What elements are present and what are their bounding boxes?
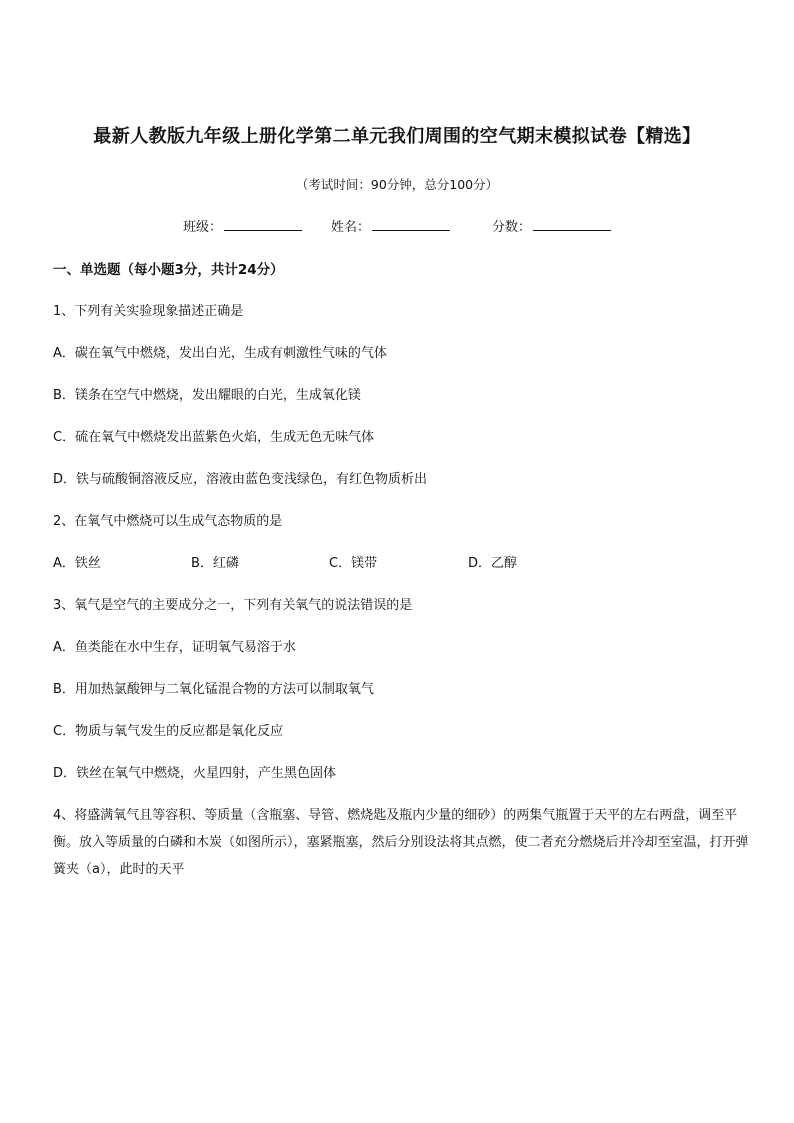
name-field bbox=[331, 216, 450, 235]
question-stem: 1、下列有关实验现象描述正确是 bbox=[53, 304, 244, 319]
class-label: 班级： bbox=[183, 220, 223, 235]
answer-option: C．硫在氧气中燃烧发出蓝紫色火焰，生成无色无味气体 bbox=[53, 430, 375, 445]
answer-option: A．碳在氧气中燃烧，发出白光，生成有刺激性气味的气体 bbox=[53, 346, 387, 361]
exam-title: 最新人教版九年级上册化学第二单元我们周围的空气期末模拟试卷【精选】 bbox=[93, 126, 701, 147]
answer-option: A．鱼类能在水中生存，证明氧气易溶于水 bbox=[53, 640, 296, 655]
answer-option: C．镁带 bbox=[329, 556, 378, 571]
answer-option: D．铁丝在氧气中燃烧，火星四射，产生黑色固体 bbox=[53, 766, 337, 781]
question-stem: 3、氧气是空气的主要成分之一，下列有关氧气的说法错误的是 bbox=[53, 598, 413, 613]
score-field bbox=[492, 216, 611, 235]
answer-option: D．铁与硫酸铜溶液反应，溶液由蓝色变浅绿色，有红色物质析出 bbox=[53, 472, 428, 487]
answer-option: A．铁丝 bbox=[53, 556, 101, 571]
question-stem: 4、将盛满氧气且等容积、等质量（含瓶塞、导管、燃烧匙及瓶内少量的细砂）的两集气瓶置于天平的左右两盘，调至平衡。放入等质量的白磷和木炭（如图所示），塞紧瓶塞，然后分别设法将其点燃，使二者充分燃烧后并冷却至室温，打开弹簧夹（a），此时的天平 bbox=[53, 808, 749, 877]
section-title: 一、单选题（每小题3分，共计24分） bbox=[53, 262, 284, 278]
answer-option: B．用加热氯酸钾与二氧化锰混合物的方法可以制取氧气 bbox=[53, 682, 374, 697]
question-stem: 2、在氧气中燃烧可以生成气态物质的是 bbox=[53, 514, 283, 529]
score-blank bbox=[533, 218, 611, 231]
class-field bbox=[183, 216, 302, 235]
name-label: 姓名： bbox=[331, 220, 371, 235]
answer-option: B．红磷 bbox=[191, 556, 239, 571]
answer-option: B．镁条在空气中燃烧，发出耀眼的白光，生成氧化镁 bbox=[53, 388, 361, 403]
answer-option: C．物质与氧气发生的反应都是氧化反应 bbox=[53, 724, 284, 739]
answer-option: D．乙醇 bbox=[468, 556, 518, 571]
score-label: 分数： bbox=[492, 220, 532, 235]
name-blank bbox=[372, 218, 450, 231]
class-blank bbox=[224, 218, 302, 231]
exam-time-info: （考试时间：90分钟，总分100分） bbox=[295, 177, 499, 192]
